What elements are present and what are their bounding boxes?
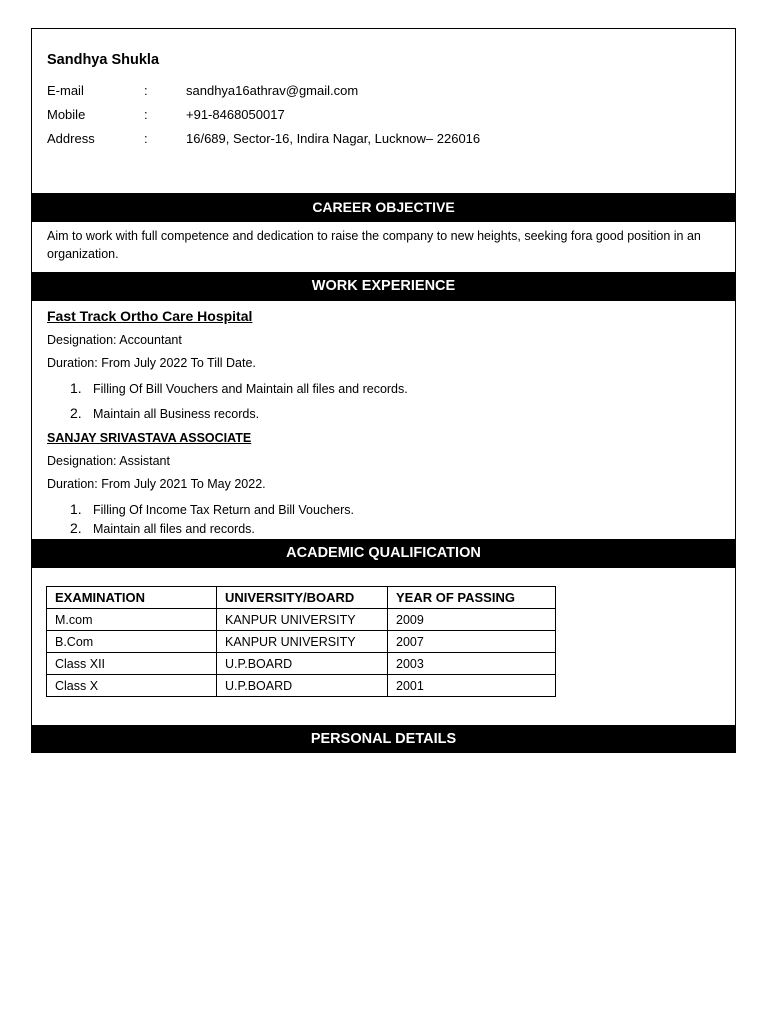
table-cell: U.P.BOARD bbox=[217, 653, 388, 675]
task-item: Filling Of Income Tax Return and Bill Vouchers. bbox=[93, 503, 355, 517]
work-experience-heading-text: WORK EXPERIENCE bbox=[311, 278, 456, 294]
mobile-label: Mobile bbox=[47, 107, 86, 122]
task-item: Filling Of Bill Vouchers and Maintain all files and records. bbox=[93, 382, 408, 396]
table-cell: U.P.BOARD bbox=[217, 675, 388, 697]
email-value: sandhya16athrav@gmail.com bbox=[186, 83, 359, 98]
email-colon: : bbox=[144, 83, 148, 98]
career-objective-heading bbox=[31, 193, 736, 222]
email-label: E-mail bbox=[47, 83, 84, 98]
list-number: 2. bbox=[70, 405, 82, 421]
list-number: 2. bbox=[70, 520, 82, 536]
table-cell: KANPUR UNIVERSITY bbox=[217, 631, 388, 653]
table-cell: Class X bbox=[47, 675, 217, 697]
duration: Duration: From July 2021 To May 2022. bbox=[47, 477, 266, 491]
table-row bbox=[47, 653, 556, 675]
address-value: 16/689, Sector-16, Indira Nagar, Lucknow– 226016 bbox=[186, 131, 481, 146]
personal-details-heading-text: PERSONAL DETAILS bbox=[310, 731, 457, 747]
task-item: Maintain all Business records. bbox=[93, 407, 260, 421]
column-header: UNIVERSITY/BOARD bbox=[217, 587, 388, 609]
table-cell: B.Com bbox=[47, 631, 217, 653]
table-cell: 2009 bbox=[388, 609, 556, 631]
column-header: EXAMINATION bbox=[47, 587, 217, 609]
table-cell: 2001 bbox=[388, 675, 556, 697]
duration: Duration: From July 2022 To Till Date. bbox=[47, 356, 256, 370]
table-cell: 2003 bbox=[388, 653, 556, 675]
personal-details-heading bbox=[31, 725, 736, 753]
qualification-table bbox=[46, 586, 556, 697]
table-row bbox=[47, 631, 556, 653]
list-number: 1. bbox=[70, 501, 82, 517]
candidate-name: Sandhya Shukla bbox=[47, 52, 160, 68]
table-cell: 2007 bbox=[388, 631, 556, 653]
table-cell: Class XII bbox=[47, 653, 217, 675]
table-cell: KANPUR UNIVERSITY bbox=[217, 609, 388, 631]
address-colon: : bbox=[144, 131, 148, 146]
company-name: SANJAY SRIVASTAVA ASSOCIATE bbox=[47, 431, 252, 445]
academic-qualification-heading bbox=[31, 539, 736, 568]
mobile-value: +91-8468050017 bbox=[186, 107, 285, 122]
address-label: Address bbox=[47, 131, 95, 146]
career-objective-heading-text: CAREER OBJECTIVE bbox=[312, 199, 455, 215]
designation: Designation: Assistant bbox=[47, 454, 170, 468]
table-row bbox=[47, 609, 556, 631]
task-item: Maintain all files and records. bbox=[93, 522, 255, 536]
academic-qualification-heading-text: ACADEMIC QUALIFICATION bbox=[286, 545, 481, 561]
column-header: YEAR OF PASSING bbox=[388, 587, 556, 609]
career-objective-text: Aim to work with full competence and dedication to raise the company to new heights, seeking fora good position in an organization. bbox=[47, 229, 701, 261]
table-row bbox=[47, 675, 556, 697]
table-header-row bbox=[47, 587, 556, 609]
table-cell: M.com bbox=[47, 609, 217, 631]
company-name: Fast Track Ortho Care Hospital bbox=[47, 308, 253, 324]
designation: Designation: Accountant bbox=[47, 333, 182, 347]
mobile-colon: : bbox=[144, 107, 148, 122]
list-number: 1. bbox=[70, 380, 82, 396]
work-experience-heading bbox=[31, 272, 736, 301]
